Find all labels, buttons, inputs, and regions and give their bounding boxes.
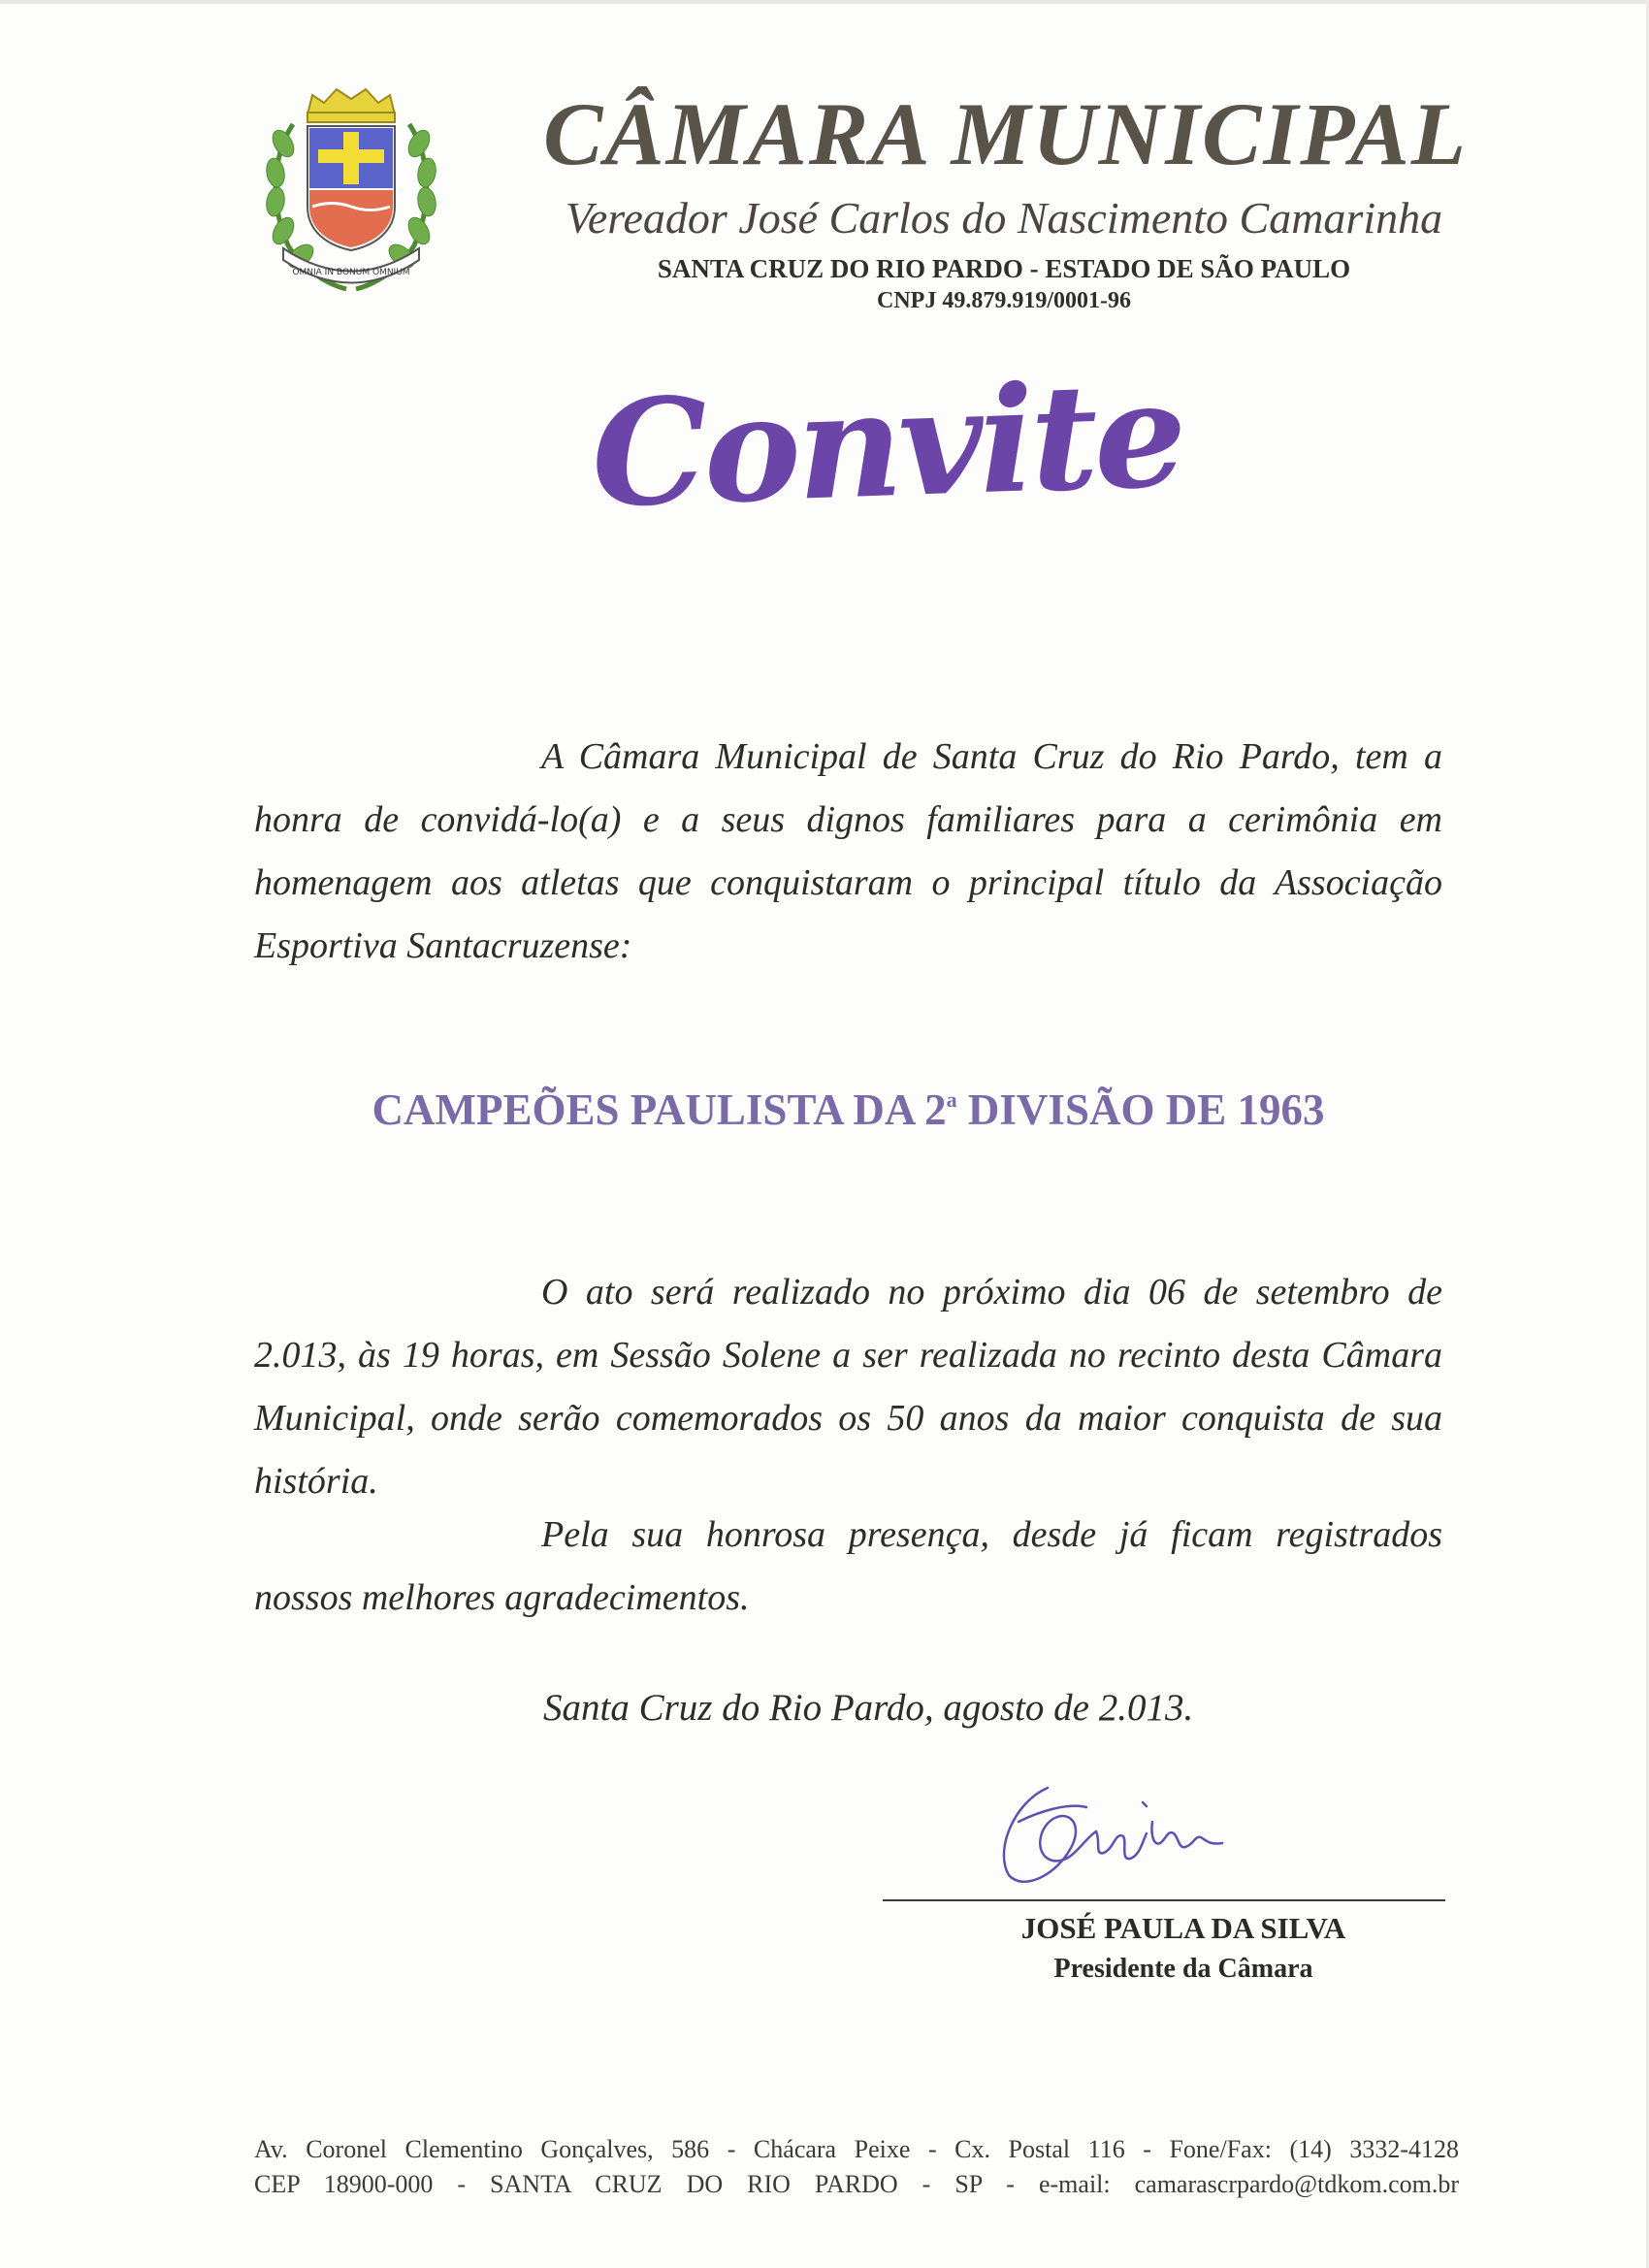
honoree-title-rest: DIVISÃO DE 1963	[956, 1085, 1325, 1134]
honoree-title-ordinal: a	[946, 1087, 957, 1112]
place-and-date: Santa Cruz do Rio Pardo, agosto de 2.013.	[543, 1687, 1194, 1729]
thanks-paragraph: Pela sua honrosa presença, desde já ficam registrados nossos melhores agradecimentos.	[254, 1514, 1442, 1618]
coat-of-arms-icon	[254, 85, 448, 307]
signature-line	[883, 1899, 1445, 1901]
letterhead-title: CÂMARA MUNICIPAL	[543, 84, 1469, 183]
footer-contact: CEP 18900-000 - SANTA CRUZ DO RIO PARDO - SP - e-mail: camarascrpardo@tdkom.com.br	[254, 2170, 1459, 2198]
signer-name: JOSÉ PAULA DA SILVA	[1020, 1911, 1346, 1945]
letterhead-city: SANTA CRUZ DO RIO PARDO - ESTADO DE SÃO PAULO	[657, 254, 1351, 283]
invitation-heading: Convite	[589, 348, 1186, 541]
letterhead-cnpj: CNPJ 49.879.919/0001-96	[877, 288, 1131, 313]
handwritten-signature	[980, 1764, 1251, 1899]
honoree-title-main: CAMPEÕES PAULISTA DA 2	[372, 1085, 947, 1134]
crest-motto: OMNIA IN BONUM OMNIUM	[292, 268, 410, 277]
footer-address: Av. Coronel Clementino Gonçalves, 586 - Chácara Peixe - Cx. Postal 116 - Fone/Fax: (14) 3332-4128	[254, 2135, 1459, 2163]
page-edge	[0, 0, 1649, 4]
event-details-paragraph: O ato será realizado no próximo dia 06 de setembro de 2.013, às 19 horas, em Sessão Solene a ser realizada no recinto desta Câmara Municipal, onde serão comemorados os 50 anos da maior conquista de sua história.	[254, 1272, 1442, 1502]
signer-role: Presidente da Câmara	[1053, 1954, 1313, 1984]
honoree-title	[254, 1085, 1442, 1135]
invitation-paragraph: A Câmara Municipal de Santa Cruz do Rio Pardo, tem a honra de convidá-lo(a) e a seus dignos familiares para a cerimônia em homenagem aos atletas que conquistaram o principal título da Associação Esportiva Santacruzense:	[254, 736, 1442, 966]
letterhead-subtitle: Vereador José Carlos do Nascimento Camarinha	[565, 193, 1443, 243]
